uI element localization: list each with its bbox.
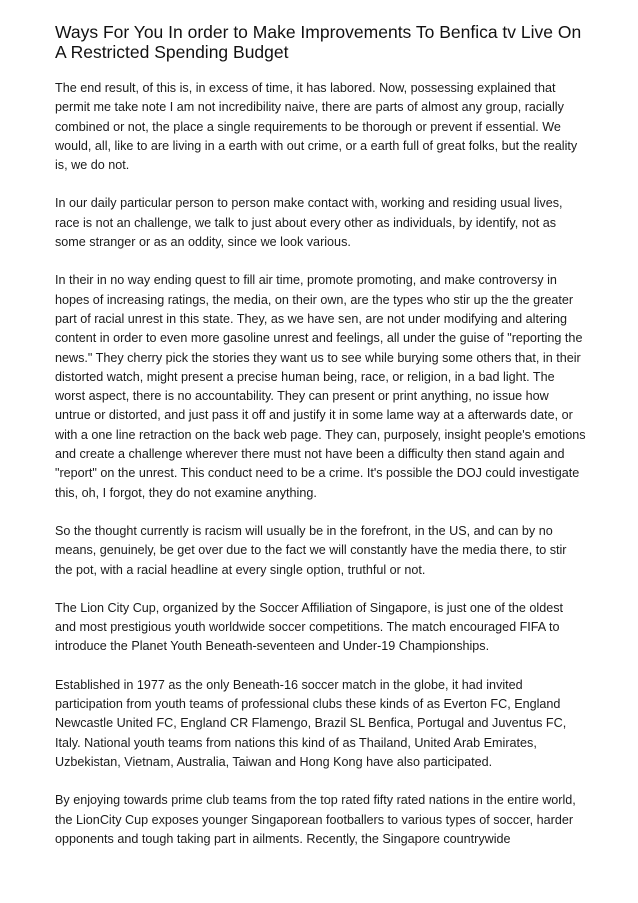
paragraph-6: Established in 1977 as the only Beneath-16 soccer match in the globe, it had invited participation from youth teams of professional clubs these kinds of as Everton FC, England Newcastle United FC, England CR Flamengo, Brazil SL Benfica, Portugal and Juventus FC, Italy. National youth teams from nations this kind of as Thailand, United Arab Emirates, Uzbekistan, Vietnam, Australia, Taiwan and Hong Kong have also participated. bbox=[55, 677, 567, 769]
paragraph-1: The end result, of this is, in excess of time, it has labored. Now, possessing explained that permit me take note I am not incredibility naive, there are parts of almost any group, racially combined or not, the place a single requirements to be thorough or prevent if essential. We would, all, like to are living in a earth with out crime, or a earth full of great folks, but the reality is, we do not. bbox=[55, 81, 578, 173]
paragraph-2: In our daily particular person to person make contact with, working and residing usual lives, race is not an challenge, we talk to just about every other as individuals, by identify, not as some stranger or as an oddity, since we look various. bbox=[55, 196, 563, 250]
paragraph-4: So the thought currently is racism will usually be in the forefront, in the US, and can by no means, genuinely, be get over due to the fact we will constantly have the media there, to stir the pot, with a racial headline at every single option, truthful or not. bbox=[55, 523, 567, 577]
paragraph-3: In their in no way ending quest to fill air time, promote promoting, and make controversy in hopes of increasing ratings, the media, on their own, are the types who stir up the the greater part of racial unrest in this state. They, as we have sen, are not under modifying and altering content in order to even more gasoline unrest and feelings, all under the guise of "reporting the news." They cherry pick the stories they want us to see while burying some others that, in their distorted watch, might present a precise human being, race, or religion, in a bad light. The worst aspect, there is no accountability. They can present or print anything, no issue how untrue or distorted, and just pass it off and justify it in some lame way at a afterwards date, or with a one line retraction on the back web page. They can, purposely, insight people's emotions and create a challenge wherever there must not have been a difficulty then stand again and "report" on the unrest. This conduct need to be a crime. It's possible the DOJ could investigate this, oh, I forgot, they do not examine anything. bbox=[55, 273, 586, 500]
paragraph-7: By enjoying towards prime club teams from the top rated fifty rated nations in the entire world, the LionCity Cup exposes younger Singaporean footballers to various types of soccer, harder opponents and tough taking part in ailments. Recently, the Singapore countrywide bbox=[55, 793, 576, 846]
document-title: Ways For You In order to Make Improvements To Benfica tv Live On A Restricted Spending Budget bbox=[55, 22, 582, 62]
document-page bbox=[55, 22, 587, 868]
paragraph-5: The Lion City Cup, organized by the Soccer Affiliation of Singapore, is just one of the oldest and most prestigious youth worldwide soccer competitions. The match encouraged FIFA to introduce the Planet Youth Beneath-seventeen and Under-19 Championships. bbox=[55, 600, 564, 654]
